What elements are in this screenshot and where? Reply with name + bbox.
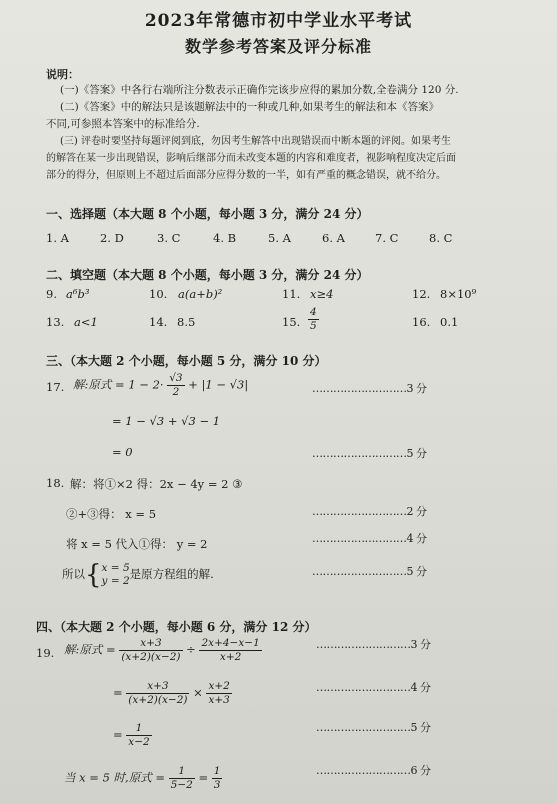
q17-line-1-start: 解:原式 = 1 − 2· xyxy=(73,377,164,392)
q19-score-3: ………………………3 分 xyxy=(316,638,431,651)
fill-q14-answer: 8.5 xyxy=(177,315,196,329)
fill-q13-answer: a<1 xyxy=(74,315,98,329)
fraction-numerator: 4 xyxy=(310,306,317,318)
exam-subtitle: 数学参考答案及评分标准 xyxy=(184,37,372,56)
note-3c: 部分的得分，但原则上不超过后面部分应得分数的一半，如有严重的概念错误，就不给分。 xyxy=(46,170,446,181)
mc-answer-3: 3. C xyxy=(157,231,181,245)
q19-score-6: ………………………6 分 xyxy=(316,764,431,777)
fill-q16-number: 16. xyxy=(412,315,431,329)
q19-substitution: 当 x = 5 时,原式 = xyxy=(64,770,166,785)
equals-sign: = xyxy=(198,770,209,785)
fraction-denominator: (x+2)(x−2) xyxy=(121,651,181,663)
fraction-denominator: x+3 xyxy=(208,694,230,706)
fraction-4-5 xyxy=(308,306,319,333)
fill-q12-number: 12. xyxy=(412,287,431,301)
q19-line-2 xyxy=(113,680,232,707)
system-line-2: y = 2 xyxy=(101,575,130,587)
fraction-denominator: 2 xyxy=(172,386,180,398)
q17-line-2: = 1 − √3 + √3 − 1 xyxy=(112,414,221,428)
q17-number: 17. xyxy=(46,380,65,394)
equation-system xyxy=(102,562,130,588)
q19-line-4 xyxy=(64,765,222,792)
left-brace: { xyxy=(85,560,102,590)
q19-score-4: ………………………4 分 xyxy=(316,681,431,694)
fraction-denominator: x−2 xyxy=(128,736,150,748)
note-3a: (三) 评卷时要坚持每题评阅到底，勿因考生解答中出现错误而中断本题的评阅。如果考生 xyxy=(60,136,451,147)
q18-score-4: ………………………4 分 xyxy=(312,532,427,545)
fraction-denominator: 5 xyxy=(310,320,317,332)
note-2b: 不同,可参照本答案中的标准给分. xyxy=(46,118,200,130)
mc-answer-4: 4. B xyxy=(213,231,237,245)
q17-line-1 xyxy=(73,372,248,399)
fraction-numerator: 1 xyxy=(213,765,221,777)
mc-answer-2: 2. D xyxy=(100,231,124,245)
fill-q11-answer: x≥4 xyxy=(310,287,334,301)
mc-answer-7: 7. C xyxy=(375,231,399,245)
fraction-denominator: (x+2)(x−2) xyxy=(128,694,188,706)
fraction-denominator: x+2 xyxy=(219,651,242,663)
equals-sign: = xyxy=(113,727,123,742)
note-1: (一)《答案》中各行右端所注分数表示正确作完该步应得的累加分数,全卷满分 120 分. xyxy=(60,84,459,96)
q19-score-5: ………………………5 分 xyxy=(316,721,431,734)
fraction-numerator: 1 xyxy=(169,765,195,779)
section-1-heading: 一、选择题（本大题 8 个小题，每小题 3 分，满分 24 分） xyxy=(46,207,369,221)
q17-fraction xyxy=(167,372,184,399)
fill-q16-answer: 0.1 xyxy=(440,315,459,329)
q18-line-3: 将 x = 5 代入①得： y = 2 xyxy=(66,537,208,551)
q18-therefore: 所以 xyxy=(62,567,85,581)
fraction-numerator: 2x+4−x−1 xyxy=(201,637,260,649)
q17-score-3: ………………………3 分 xyxy=(312,382,427,395)
fill-q13-number: 13. xyxy=(46,315,65,329)
q19-fraction-7 xyxy=(212,765,223,792)
mc-answer-1: 1. A xyxy=(46,231,69,245)
q19-line-1 xyxy=(64,637,262,664)
fill-q9-answer: a⁶b³ xyxy=(66,287,90,301)
q19-fraction-6 xyxy=(169,765,195,792)
divide-sign: ÷ xyxy=(186,642,196,657)
q19-fraction-1 xyxy=(119,637,182,664)
fill-q9-number: 9. xyxy=(46,287,57,301)
q18-line-4 xyxy=(62,562,214,588)
note-2a: (二)《答案》中的解法只是该题解法中的一种或几种,如果考生的解法和本《答案》 xyxy=(60,101,440,113)
fill-q12-answer: 8×10⁹ xyxy=(440,287,477,301)
q17-score-5: ………………………5 分 xyxy=(312,447,427,460)
exam-title: 2023年常德市初中学业水平考试 xyxy=(144,11,413,31)
q19-fraction-5 xyxy=(126,722,151,749)
q18-line-2: ②+③得： x = 5 xyxy=(66,507,157,521)
notes-heading: 说明： xyxy=(46,68,79,81)
q19-fraction-3 xyxy=(126,680,189,707)
q19-fraction-2 xyxy=(199,637,261,664)
q18-score-2: ………………………2 分 xyxy=(312,505,427,518)
section-4-heading: 四、（本大题 2 个小题，每小题 6 分，满分 12 分） xyxy=(36,620,317,634)
equals-sign: = xyxy=(113,685,123,700)
mc-answer-5: 5. A xyxy=(268,231,291,245)
fill-q10-answer: a(a+b)² xyxy=(178,287,223,301)
q19-number: 19. xyxy=(36,646,55,660)
q19-fraction-4 xyxy=(206,680,231,707)
q18-number: 18. xyxy=(46,476,65,490)
q18-conclusion: 是原方程组的解. xyxy=(129,567,214,581)
fill-q15-answer xyxy=(308,306,319,333)
section-2-heading: 二、填空题（本大题 8 个小题，每小题 3 分，满分 24 分） xyxy=(46,268,369,282)
section-3-heading: 三、（本大题 2 个小题，每小题 5 分，满分 10 分） xyxy=(46,354,327,368)
fraction-numerator: √3 xyxy=(169,372,183,384)
fill-q11-number: 11. xyxy=(282,287,301,301)
q18-line-1: 解：将①×2 得：2x − 4y = 2 ③ xyxy=(70,477,243,491)
fraction-numerator: x+3 xyxy=(126,680,189,694)
q17-line-3: = 0 xyxy=(112,445,133,459)
multiply-sign: × xyxy=(193,685,203,700)
system-line-1: x = 5 xyxy=(101,562,130,574)
fraction-numerator: x+2 xyxy=(208,680,230,692)
mc-answer-6: 6. A xyxy=(322,231,345,245)
fill-q15-number: 15. xyxy=(282,315,301,329)
q19-line-3 xyxy=(113,722,152,749)
fraction-denominator: 5−2 xyxy=(170,779,193,791)
mc-answer-8: 8. C xyxy=(429,231,453,245)
fraction-numerator: x+3 xyxy=(119,637,182,651)
note-3b: 的解答在某一步出现错误，影响后继部分而未改变本题的内容和难度者，视影响程度决定后面 xyxy=(46,153,456,164)
fraction-denominator: 3 xyxy=(213,779,221,791)
q17-line-1-end: + |1 − √3| xyxy=(188,377,249,392)
fill-q10-number: 10. xyxy=(149,287,168,301)
q18-score-5: ………………………5 分 xyxy=(312,565,427,578)
q19-line-1-start: 解:原式 = xyxy=(64,642,116,657)
fraction-numerator: 1 xyxy=(126,722,151,736)
fill-q14-number: 14. xyxy=(149,315,168,329)
